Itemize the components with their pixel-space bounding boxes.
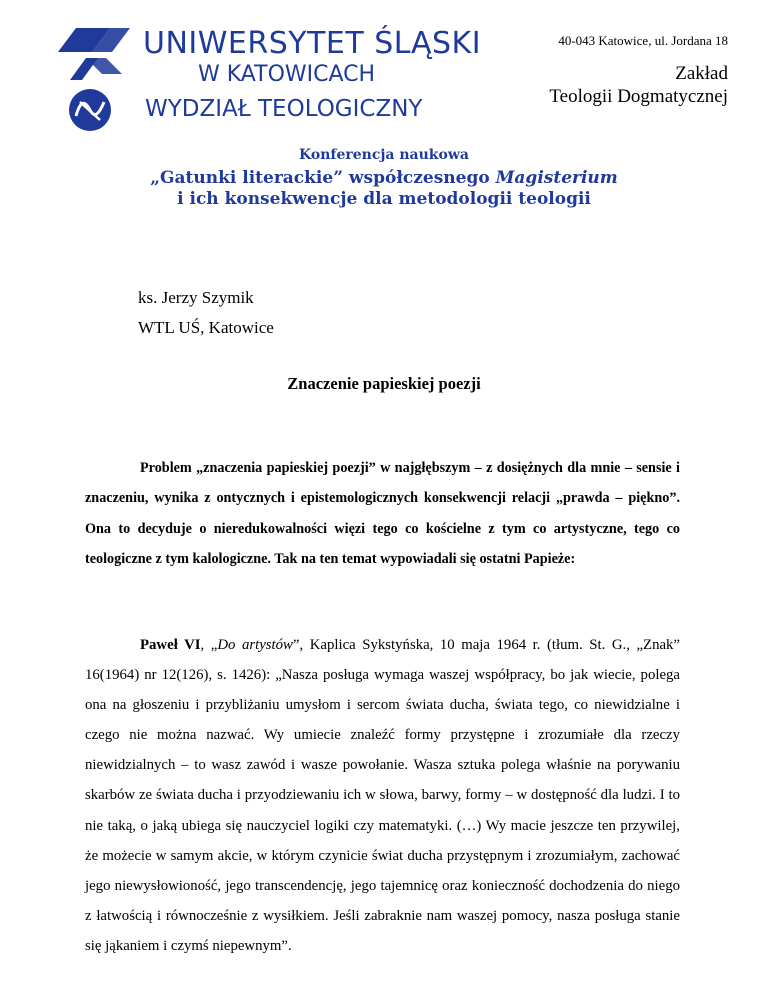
conference-title-line-2: i ich konsekwencje dla metodologii teologii (177, 189, 591, 209)
conference-title-line-1 (0, 168, 768, 188)
university-city: W KATOWICACH (198, 62, 376, 87)
department-line-1: Zakład (675, 63, 728, 84)
quote-work-title: Do artystów (217, 637, 293, 653)
department-line-2: Teologii Dogmatycznej (549, 86, 728, 107)
conference-title-italic: Magisterium (495, 168, 618, 188)
article-title: Znaczenie papieskiej poezji (287, 374, 481, 393)
conference-title-text: „Gatunki literackie” współczesnego (150, 168, 496, 188)
quote-paragraph (85, 630, 680, 961)
address: 40-043 Katowice, ul. Jordana 18 (558, 33, 728, 48)
quote-separator: , „ (200, 637, 218, 653)
university-name: UNIWERSYTET ŚLĄSKI (143, 26, 482, 61)
intro-paragraph: Problem „znaczenia papieskiej poezji” w najgłębszym – z dosiężnych dla mnie – sensie i znaczeniu, wynika z ontycznych i epistemologicznych konsekwencji relacji „prawda – piękno”. Ona to decyduje o nieredukowalności więzi tego co kościelne z tym co artystyczne, tego co teologiczne z tym kalologiczne. Tak na ten temat wypowiadali się ostatni Papieże: (85, 460, 680, 567)
quote-body: ”, Kaplica Sykstyńska, 10 maja 1964 r. (tłum. St. G., „Znak” 16(1964) nr 12(126), s. 1426): „Nasza posługa wymaga waszej współpracy, bo jak wiecie, polega ona na głoszeniu i przybliżaniu umysłom i sercom świata ducha, świata tego, co niewidzialne i czego nie można nazwać. Wy umiecie znaleźć formy przystępne i zrozumiałe dla rzeczy niewidzialnych – to wasz zawód i wasze powołanie. Wasza sztuka polega właśnie na porywaniu skarbów ze świata ducha i przyodziewaniu ich w słowa, barwy, formy – w dostępność dla ludzi. I to nie taką, o jaką ubiega się nauczyciel logiki czy matematyki. (…) Wy macie jeszcze ten przywilej, że możecie w samym akcie, w którym czynicie świat ducha przystępnym i zrozumiałym, zachować jego niewysłowioność, jego transcendencję, jego tajemnicę oraz konieczność dochodzenia do niego z łatwością i równocześnie z wysiłkiem. Jeśli zabraknie nam waszej pomocy, nasza posługa stanie się jąkaniem i czymś niepewnym”. (85, 637, 680, 954)
quote-author: Paweł VI (140, 637, 201, 653)
author-name: ks. Jerzy Szymik (138, 288, 254, 307)
faculty-name: WYDZIAŁ TEOLOGICZNY (145, 96, 423, 122)
university-logo-icon (52, 24, 132, 134)
author-affiliation: WTL UŚ, Katowice (138, 318, 274, 337)
conference-label: Konferencja naukowa (299, 147, 469, 163)
